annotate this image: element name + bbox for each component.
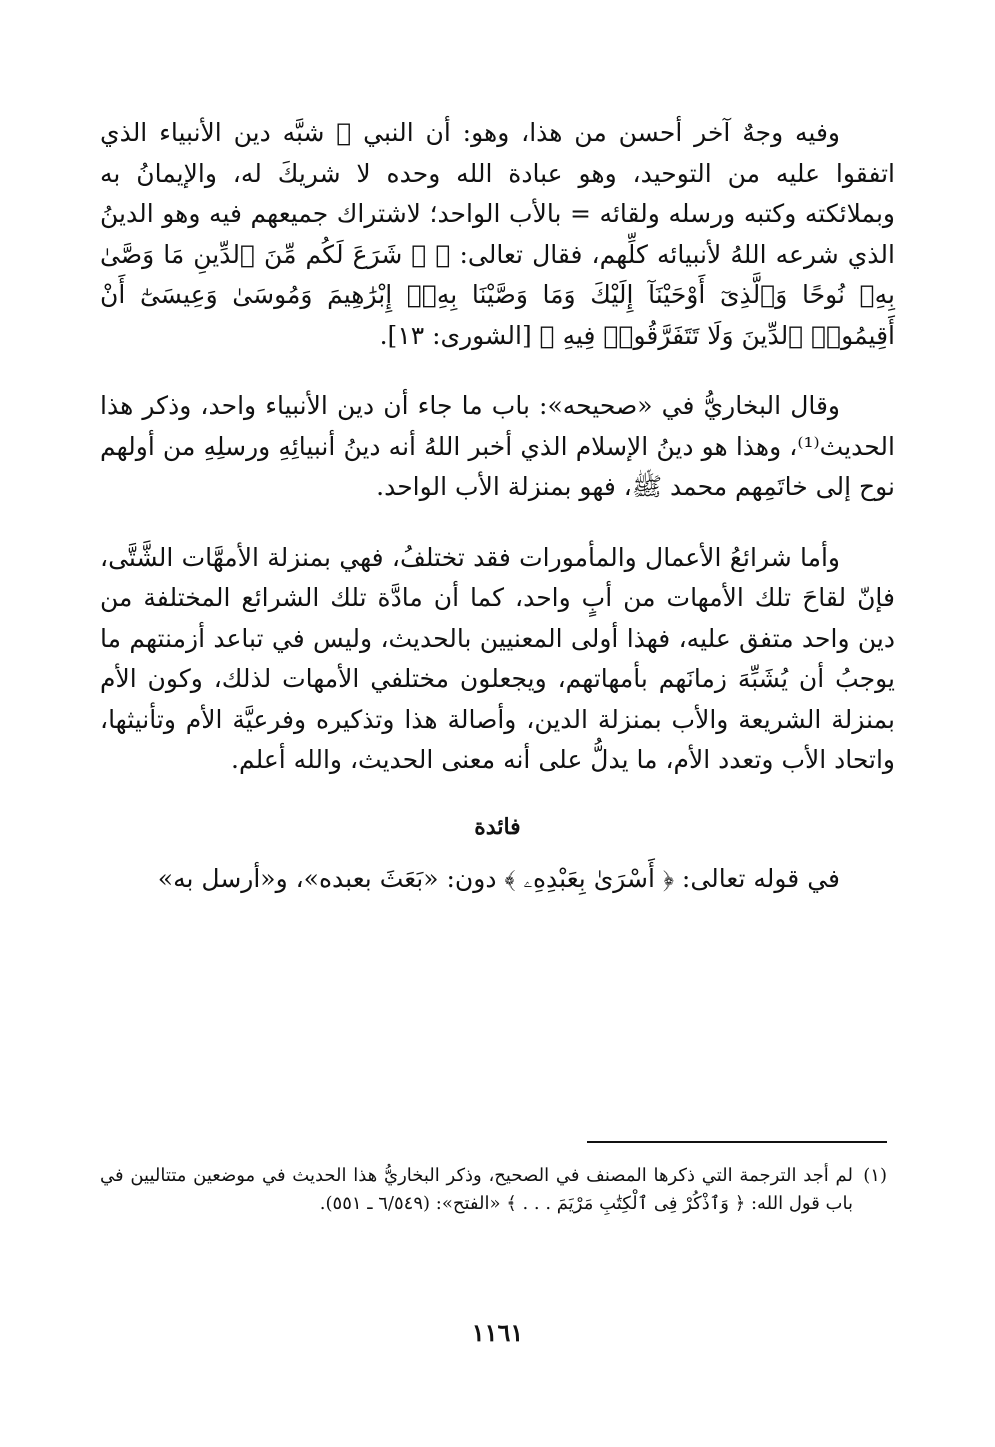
paragraph-3: وأما شرائعُ الأعمال والمأمورات فقد تختلفُ، فهي بمنزلة الأمهَّات الشَّتَّى، فإنّ لقاحَ تلك الأمهات من أبٍ واحد، كما أن مادَّة تلك الشرائع المختلفة من دين واحد متفق عليه، فهذا أولى المعنيين بالحديث، وليس في تباعد أزمنتهم ما يوجبُ أن يُشَبِّهَ زمانَهم بأمهاتهم، ويجعلون مختلفي الأمهات لذلك، وكون الأم بمنزلة الشريعة والأب بمنزلة الدين، وأصالة هذا وتذكيره وفرعيَّة الأم وتأنيثها، واتحاد الأب وتعدد الأم، ما يدلُّ على أنه معنى الحديث، والله أعلم. — [100, 542, 895, 774]
paragraph-4: في قوله تعالى: ﴿ أَسْرَىٰ بِعَبْدِهِۦ ﴾ دون: «بَعَثَ بعبده»، و«أرسل به» — [157, 863, 840, 893]
page-number: ١١٦١ — [471, 1318, 524, 1347]
footnote-divider — [587, 1141, 887, 1143]
footnote-text: لم أجد الترجمة التي ذكرها المصنف في الصحيح، وذكر البخاريُّ هذا الحديث في موضعين متتاليين في باب قول الله: ﴿ وَٱذْكُرْ فِى ٱلْكِتَٰبِ مَرْيَمَ . . . ﴾ «الفتح»: (٦/٥٤٩ ـ ٥٥١). — [100, 1165, 853, 1214]
footnote — [100, 1162, 887, 1218]
footnote-number: (١) — [863, 1165, 887, 1186]
paragraph-1: وفيه وجهٌ آخر أحسن من هذا، وهو: أن النبي ﷺ شبَّه دين الأنبياء الذي اتفقوا عليه من التوحيد، وهو عبادة الله وحده لا شريكَ له، والإيمانُ به وبملائكته وكتبه ورسله ولقائه = بالأب الواحد؛ لاشتراك جميعهم فيه وهو الدينُ الذي شرعه اللهُ لأنبيائه كلِّهم، فقال تعالى: ﴿ ۞ شَرَعَ لَكُم مِّنَ ٱلدِّينِ مَا وَصَّىٰ بِهِۦ نُوحًا وَٱلَّذِىٓ أَوْحَيْنَآ إِلَيْكَ وَمَا وَصَّيْنَا بِهِۦٓ إِبْرَٰهِيمَ وَمُوسَىٰ وَعِيسَىٰٓ أَنْ أَقِيمُوا۟ ٱلدِّينَ وَلَا تَتَفَرَّقُوا۟ فِيهِ ﴾ [الشورى: ١٣]. — [100, 118, 895, 350]
paragraph-2: وقال البخاريُّ في «صحيحه»: باب ما جاء أن دين الأنبياء واحد، وذكر هذا الحديث⁽¹⁾، وهذا هو دينُ الإسلام الذي أخبر اللهُ أنه دينُ أنبيائِهِ ورسلِهِ من أولهم نوح إلى خاتَمِهم محمد ﷺ، فهو بمنزلة الأب الواحد. — [100, 391, 895, 501]
page-body — [100, 95, 895, 899]
section-heading: فائدة — [474, 813, 521, 840]
